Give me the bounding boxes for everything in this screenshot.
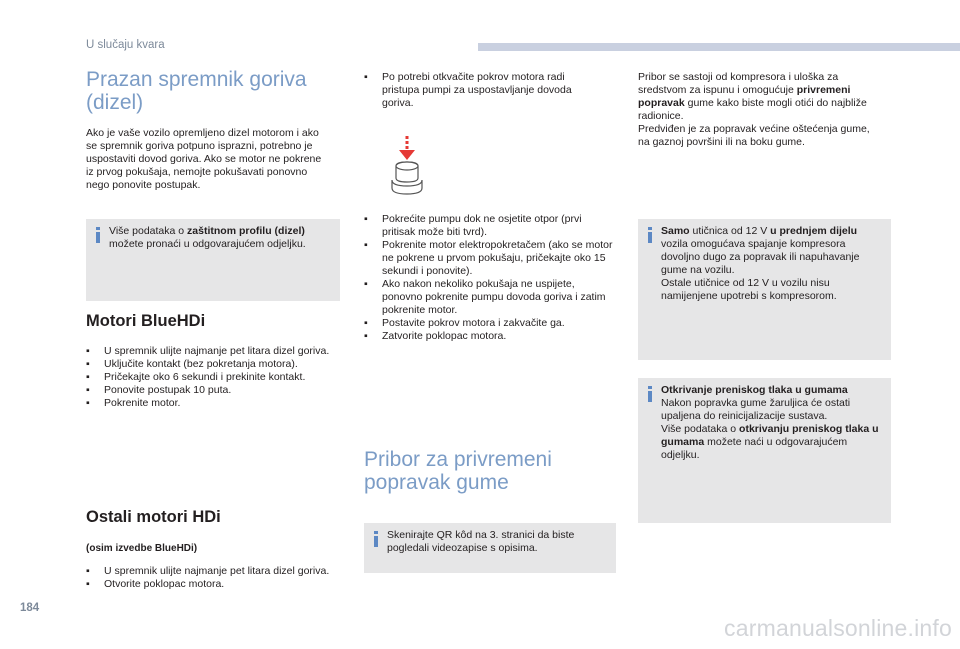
watermark: carmanualsonline.info [724, 615, 952, 641]
bullet-icon: ▪ [86, 358, 90, 370]
list-item: ▪ Postavite pokrov motora i zakvačite ga. [364, 317, 565, 329]
pump-button-icon [388, 136, 436, 198]
list-item: ▪ U spremnik ulijte najmanje pet litara dizel goriva. [86, 565, 330, 577]
diesel-intro: Ako je vaše vozilo opremljeno dizel motorom i ako se spremnik goriva potpuno isprazni, potrebno je uspostaviti dovod goriva. Ako se motor ne pokrene iz prvog pokušaja, nemojte pokušavati ponovno nego ponovite postupak. [86, 127, 322, 191]
note-qr-code: Skenirajte QR kôd na 3. stranici da biste pogledali videozapise s opisima. [364, 523, 616, 573]
pump-knob-top [396, 162, 418, 170]
repair-kit-description: Pribor se sastoji od kompresora i uloška za sredstvom za ispunu i omogućuje privremeni popravak gume kako biste mogli otići do najbliže radionice. Predviđen je za popravak većine oštećenja gume, na gaznoj površini ili na boku gume. [638, 71, 870, 148]
section-header: U slučaju kvara [86, 39, 165, 51]
info-icon [648, 227, 652, 243]
bullet-icon: ▪ [86, 371, 90, 383]
page-number: 184 [20, 602, 40, 614]
list-item: ▪ Ponovite postupak 10 puta. [86, 384, 232, 396]
arrow-segment [406, 141, 409, 144]
info-icon [374, 531, 378, 547]
list-item: ▪ Uključite kontakt (bez pokretanja motora). [86, 358, 298, 370]
bullet-icon: ▪ [86, 578, 90, 590]
bullet-icon: ▪ [364, 213, 368, 225]
middle-steps [364, 213, 614, 343]
bullet-icon: ▪ [86, 565, 90, 577]
arrow-segment [406, 146, 409, 149]
bluehdi-steps [86, 345, 338, 410]
list-item: ▪ Zatvorite poklopac motora. [364, 330, 507, 342]
note-pressure-detection: Otkrivanje preniskog tlaka u gumama Nakon popravka gume žaruljica će ostati upaljena do reinicijalizacije sustava. Više podataka o otkrivanju preniskog tlaka u gumama možete naći u odgovarajućem odjeljku. [638, 378, 891, 523]
list-item: ▪ Ako nakon nekoliko pokušaja ne uspijete, ponovno pokrenite pumpu dovoda goriva i zatim pokrenite motor. [364, 278, 606, 316]
list-item: ▪ Pokrenite motor elektropokretačem (ako se motor ne pokrene u prvom pokušaju, pričekajte oko 15 sekundi i ponovite). [364, 239, 613, 277]
bullet-icon: ▪ [86, 397, 90, 409]
list-item: ▪ Pričekajte oko 6 sekundi i prekinite kontakt. [86, 371, 306, 383]
bullet-icon: ▪ [364, 239, 368, 251]
info-icon [96, 227, 100, 243]
arrow-segment [406, 136, 409, 139]
list-item: ▪ Otvorite poklopac motora. [86, 578, 225, 590]
list-item: ▪ U spremnik ulijte najmanje pet litara dizel goriva. [86, 345, 330, 357]
header-bar [478, 43, 960, 51]
diesel-title: Prazan spremnik goriva (dizel) [86, 68, 307, 114]
bullet-icon: ▪ [364, 278, 368, 290]
list-item: ▪ Pokrećite pumpu dok ne osjetite otpor (prvi pritisak može biti tvrd). [364, 213, 582, 238]
bullet-icon: ▪ [364, 330, 368, 342]
list-item: ▪ Po potrebi otkvačite pokrov motora radi pristupa pumpi za uspostavljanje dovoda goriva. [364, 71, 572, 109]
info-icon [648, 386, 652, 402]
other-hdi-title: Ostali motori HDi [86, 508, 221, 526]
bullet-icon: ▪ [364, 317, 368, 329]
bullet-icon: ▪ [86, 345, 90, 357]
note-12v-socket: Samo utičnica od 12 V u prednjem dijelu vozila omogućava spajanje kompresora dovoljno dugo za popravak ili napuhavanje gume na vozilu. Ostale utičnice od 12 V u vozilu nisu namijenjene upotrebi s kompresorom. [638, 219, 891, 360]
note-diesel-protection: Više podataka o zaštitnom profilu (dizel) možete pronaći u odgovarajućem odjeljku. [86, 219, 340, 301]
bluehdi-title: Motori BlueHDi [86, 312, 206, 330]
other-hdi-steps [86, 565, 338, 591]
bullet-icon: ▪ [86, 384, 90, 396]
arrow-head [399, 150, 415, 160]
other-hdi-subtitle: (osim izvedbe BlueHDi) [86, 543, 198, 554]
list-item: ▪ Pokrenite motor. [86, 397, 181, 409]
repair-kit-title: Pribor za privremeni popravak gume [364, 448, 552, 494]
middle-step-top [364, 71, 604, 110]
bullet-icon: ▪ [364, 71, 368, 83]
